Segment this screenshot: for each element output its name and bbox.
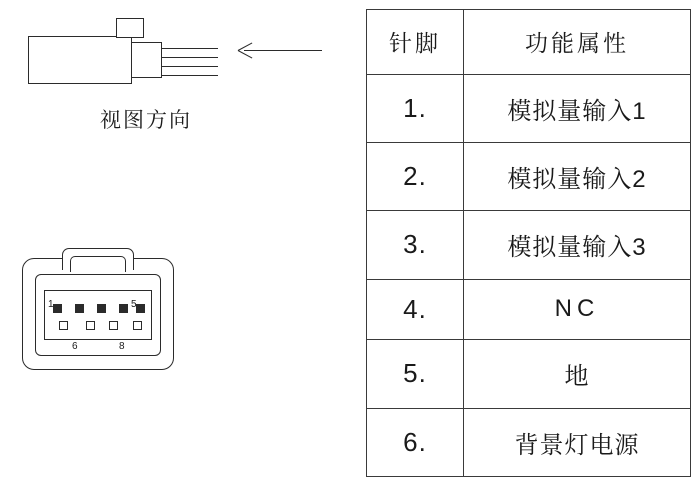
connector-side-view (28, 18, 218, 88)
wire-line-1 (162, 48, 218, 49)
cell-function: 地 (464, 340, 691, 408)
pin-hole-5 (136, 304, 145, 313)
table-row (367, 340, 691, 408)
connector-latch-tab-shape (116, 18, 144, 38)
cell-pin: 6. (367, 408, 464, 476)
connector-pin-cavity (44, 290, 152, 340)
pin-hole-7 (86, 321, 95, 330)
connector-neck-shape (132, 42, 162, 78)
cell-pin: 3. (367, 211, 464, 279)
view-direction-arrow-icon (238, 40, 324, 60)
cell-function: 模拟量输入1 (464, 74, 691, 142)
pin-hole-6 (59, 321, 68, 330)
pin-number-top-right: 5 (131, 299, 137, 310)
wire-line-4 (162, 75, 218, 76)
connector-body-shape (28, 36, 132, 84)
table-row (367, 142, 691, 210)
connector-front-view (22, 248, 182, 383)
cell-function: 模拟量输入3 (464, 211, 691, 279)
pin-hole-2 (75, 304, 84, 313)
cell-pin: 5. (367, 340, 464, 408)
pin-hole-8 (109, 321, 118, 330)
arrow-shaft (244, 50, 322, 51)
view-direction-label: 视图方向 (100, 109, 192, 132)
connector-latch-baseline (116, 37, 144, 38)
pin-hole-9 (133, 321, 142, 330)
wire-line-3 (162, 66, 218, 67)
table-row (367, 211, 691, 279)
connector-latch-inner-shape (70, 256, 126, 272)
pin-number-bottom-right: 8 (119, 341, 125, 352)
table-header-function: 功能属性 (464, 10, 691, 75)
pin-function-table-panel (366, 9, 688, 477)
pin-number-top-left: 1 (48, 299, 54, 310)
cell-function: 背景灯电源 (464, 408, 691, 476)
table-header-row (367, 10, 691, 75)
pin-function-table (366, 9, 691, 477)
cell-pin: 1. (367, 74, 464, 142)
pin-hole-4 (119, 304, 128, 313)
pin-hole-1 (53, 304, 62, 313)
arrow-head-upper (238, 50, 253, 58)
table-header-pin: 针脚 (367, 10, 464, 75)
cell-pin: 4. (367, 279, 464, 340)
pin-hole-3 (97, 304, 106, 313)
pin-number-bottom-left: 6 (72, 341, 78, 352)
cell-function: 模拟量输入2 (464, 142, 691, 210)
table-row (367, 279, 691, 340)
wire-line-2 (162, 57, 218, 58)
table-row (367, 408, 691, 476)
table-row (367, 74, 691, 142)
cell-pin: 2. (367, 142, 464, 210)
cell-function: NC (464, 279, 691, 340)
